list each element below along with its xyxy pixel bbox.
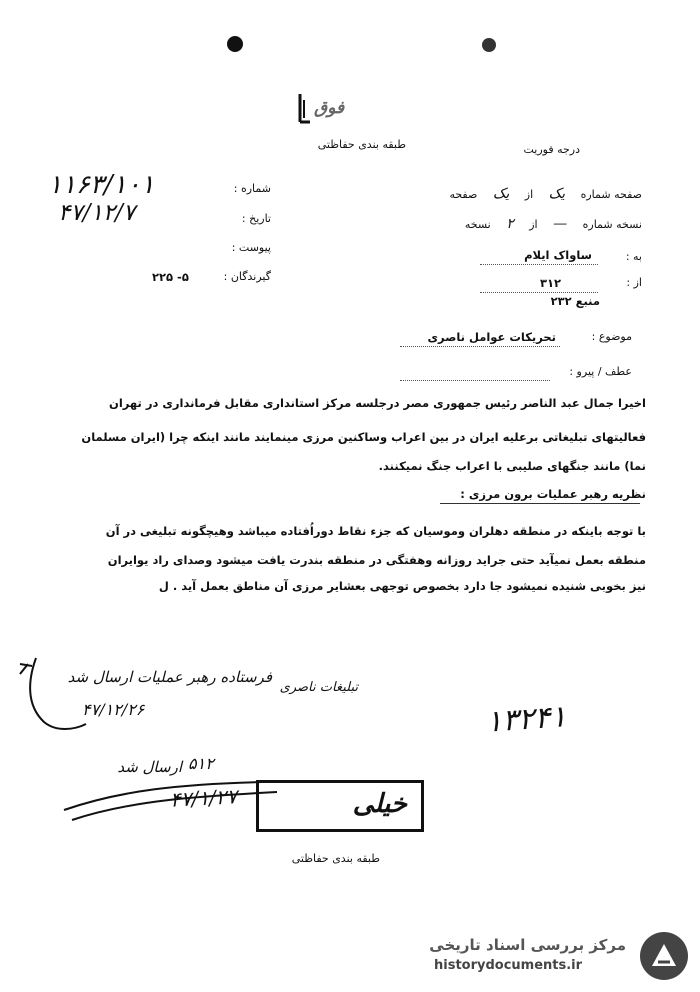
- watermark: [420, 930, 696, 982]
- number-label: شماره :: [233, 182, 271, 195]
- subject-value: تحریکات عوامل ناصری: [427, 330, 556, 344]
- stamp-top-text: فوق: [314, 98, 345, 118]
- page-label: صفحه شماره: [580, 188, 642, 201]
- body-line-1: اخیرا جمال عبد الناصر رئیس جمهوری مصر درجلسه مرکز استانداری مقابل فرمانداری در تهران: [109, 396, 646, 410]
- body-line-3: نما) مانند جنگهای صلیبی با اعراب جنگ نمیکنند.: [378, 459, 646, 473]
- punch-hole-right: [482, 38, 496, 52]
- watermark-title: مرکز بررسی اسناد تاریخی: [429, 936, 626, 954]
- reference-underline: [400, 380, 550, 381]
- attachment-label: پیوست :: [231, 241, 271, 254]
- body-note-underline: [440, 503, 640, 504]
- to-label: به :: [625, 250, 642, 263]
- page-row: [352, 186, 642, 202]
- subject-label: موضوع :: [591, 330, 632, 343]
- archive-logo-icon: [638, 930, 690, 982]
- hand-bracket-icon: [14, 650, 94, 740]
- date-value: ۴۷/۱۲/۷: [58, 200, 136, 226]
- classification-stamp-top: [296, 92, 356, 124]
- classification-label-bottom: طبقه بندی حفاظتی: [291, 852, 380, 865]
- copy-value: —: [553, 216, 568, 232]
- page-value: یک: [548, 186, 566, 202]
- opinion-line-2: منطقه بعمل نمیآید حتی جراید روزانه وهفتگی در منطقه بندرت یافت میشود وصدای راد یوایران: [107, 553, 646, 567]
- bottom-number: ۵۱۲: [188, 754, 214, 773]
- recipients-value: ۲۲۵ -۵: [152, 270, 189, 284]
- punch-hole-left: [227, 36, 243, 52]
- copy-total: ۲: [506, 216, 514, 232]
- page-total: یک: [492, 186, 510, 202]
- hand-note: فرستاده رهبر عملیات ارسال شد: [67, 668, 272, 686]
- copy-label: نسخه شماره: [582, 218, 642, 231]
- urgency-label: درجه فوریت: [523, 143, 580, 156]
- from-underline: [480, 292, 598, 293]
- page-word: صفحه: [449, 188, 478, 201]
- opinion-line-3: نیز بخوبی شنیده نمیشود جا دارد بخصوص توجهی بعشایر مرزی آن مناطق بعمل آید . ل: [158, 579, 646, 593]
- body-note: نظریه رهبر عملیات برون مرزی :: [460, 487, 646, 501]
- bottom-note: ارسال شد: [117, 758, 182, 776]
- copy-row: [352, 216, 642, 232]
- from-label: از :: [626, 276, 642, 289]
- classification-label-top: طبقه بندی حفاظتی: [317, 138, 406, 151]
- to-underline: [480, 264, 598, 265]
- recipients-label: گیرندگان :: [223, 270, 271, 283]
- page-of: از: [524, 188, 534, 201]
- to-value: ساواک ایلام: [524, 248, 592, 262]
- from-value: ۳۱۲: [540, 276, 562, 290]
- copy-of: از: [529, 218, 538, 231]
- number-value: ۱۱۶۳/۱۰۱: [48, 170, 155, 200]
- middle-note: تبلیغات ناصری: [279, 680, 358, 695]
- body-line-2: فعالیتهای تبلیغاتی برعلیه ایران در بین اعراب وساکنین مرزی مینمایند مانند اینکه چرا (ایران مسلمان: [81, 430, 646, 444]
- right-number: ۱۳۲۴۱: [484, 699, 568, 740]
- date-label: تاریخ :: [241, 212, 271, 225]
- opinion-line-1: با توجه باینکه در منطقه دهلران وموسیان که جزء نقاط دوراُفتاده میباشد وهیچگونه تبلیغی در آن: [105, 524, 646, 538]
- copy-word: نسخه: [464, 218, 491, 231]
- watermark-site: historydocuments.ir: [434, 958, 583, 973]
- hand-date: ۴۷/۱۲/۲۶: [82, 700, 145, 719]
- reference-label: عطف / پیرو :: [569, 365, 632, 378]
- classification-stamp-bottom: [256, 780, 424, 832]
- stamp-word: خیلی: [352, 789, 407, 819]
- source-ref: منبع ۲۳۲: [550, 294, 600, 308]
- stamp-date: ۴۷/۱/۲۷: [169, 784, 238, 812]
- subject-underline: [400, 346, 560, 347]
